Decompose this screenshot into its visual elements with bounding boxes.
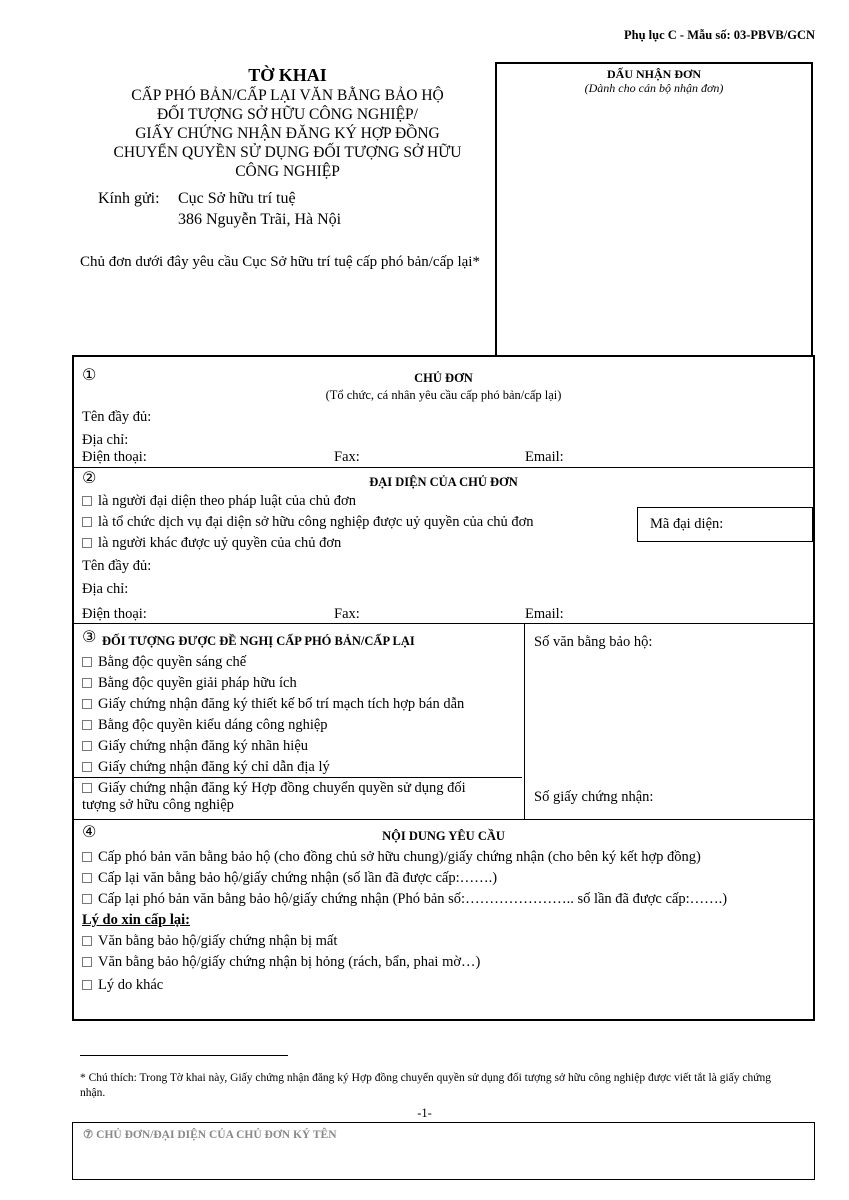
phone-field[interactable]: Điện thoại: — [82, 449, 147, 465]
footnote-rule — [80, 1055, 288, 1056]
recipient-label: Kính gửi: — [98, 190, 160, 207]
checkbox[interactable] — [82, 873, 92, 883]
full-name-field[interactable]: Tên đầy đủ: — [82, 409, 152, 425]
subtitle-line: CHUYỂN QUYỀN SỬ DỤNG ĐỐI TƯỢNG SỞ HỮU — [113, 144, 462, 161]
stamp-title: DẤU NHẬN ĐƠN — [607, 67, 701, 81]
checkbox[interactable] — [82, 852, 92, 862]
recipient — [98, 188, 341, 230]
recipient-name: Cục Sở hữu trí tuệ — [178, 190, 296, 207]
rep-option-legal[interactable]: là người đại diện theo pháp luật của chủ đơn — [82, 493, 356, 510]
checkbox[interactable] — [82, 783, 92, 793]
full-name-field[interactable]: Tên đầy đủ: — [82, 558, 152, 574]
checkbox[interactable] — [82, 538, 92, 548]
checkbox[interactable] — [82, 678, 92, 688]
checkbox[interactable] — [82, 699, 92, 709]
contract-line-2: tượng sở hữu công nghiệp — [82, 797, 234, 813]
section-number: ④ — [82, 822, 97, 841]
section-number: ② — [82, 468, 97, 487]
rep-option-other[interactable]: là người khác được uỷ quyền của chủ đơn — [82, 535, 341, 552]
object-option-license-contract[interactable]: Giấy chứng nhận đăng ký Hợp đồng chuyển quyền sử dụng đối — [82, 780, 466, 797]
object-option-industrial-design[interactable]: Bằng độc quyền kiểu dáng công nghiệp — [82, 717, 328, 734]
email-field[interactable]: Email: — [525, 449, 564, 465]
request-reissue-copy[interactable]: Cấp lại phó bản văn bằng bảo hộ/giấy chứng nhận (Phó bản số:………………….. số lần đã được cấp:…….) — [82, 891, 727, 908]
checkbox[interactable] — [82, 517, 92, 527]
object-option-layout-design[interactable]: Giấy chứng nhận đăng ký thiết kế bố trí mạch tích hợp bán dẫn — [82, 696, 464, 713]
section-title: ĐỐI TƯỢNG ĐƯỢC ĐỀ NGHỊ CẤP PHÓ BẢN/CẤP LẠI — [102, 634, 415, 648]
rep-option-ip-agent[interactable]: là tổ chức dịch vụ đại diện sở hữu công nghiệp được uỷ quyền của chủ đơn — [82, 514, 534, 531]
checkbox[interactable] — [82, 741, 92, 751]
checkbox[interactable] — [82, 657, 92, 667]
section-number: ③ — [82, 627, 97, 646]
reason-lost[interactable]: Văn bằng bảo hộ/giấy chứng nhận bị mất — [82, 933, 337, 950]
reason-other[interactable]: Lý do khác — [82, 977, 163, 994]
request-copy[interactable]: Cấp phó bản văn bằng bảo hộ (cho đồng chủ sở hữu chung)/giấy chứng nhận (cho bên ký kết hợp đồng) — [82, 849, 701, 866]
checkbox[interactable] — [82, 496, 92, 506]
stamp-note: (Dành cho cán bộ nhận đơn) — [584, 81, 724, 95]
subtitle-line: ĐỐI TƯỢNG SỞ HỮU CÔNG NGHIỆP/ — [156, 106, 418, 123]
fax-field[interactable]: Fax: — [334, 606, 360, 622]
request-reissue[interactable]: Cấp lại văn bằng bảo hộ/giấy chứng nhận (số lần đã được cấp:…….) — [82, 870, 497, 887]
checkbox[interactable] — [82, 936, 92, 946]
phone-field[interactable]: Điện thoại: — [82, 606, 147, 622]
object-option-utility[interactable]: Bằng độc quyền giải pháp hữu ích — [82, 675, 297, 692]
checkbox[interactable] — [82, 720, 92, 730]
form-code: Phụ lục C - Mẫu số: 03-PBVB/GCN — [624, 28, 815, 42]
signature-box[interactable] — [72, 1122, 815, 1180]
reason-damaged[interactable]: Văn bằng bảo hộ/giấy chứng nhận bị hỏng (rách, bẩn, phai mờ…) — [82, 954, 480, 971]
receipt-stamp-box — [495, 62, 813, 355]
email-field[interactable]: Email: — [525, 606, 564, 622]
page-title: TỜ KHAI — [248, 65, 327, 85]
reason-heading: Lý do xin cấp lại: — [82, 912, 190, 928]
section-title: ĐẠI DIỆN CỦA CHỦ ĐƠN — [369, 475, 518, 489]
page-number: -1- — [417, 1106, 432, 1120]
rep-code-field[interactable]: Mã đại diện: — [637, 507, 813, 542]
address-field[interactable]: Địa chỉ: — [82, 581, 129, 597]
subtitle-line: CÔNG NGHIỆP — [235, 163, 340, 180]
object-option-patent[interactable]: Bằng độc quyền sáng chế — [82, 654, 246, 671]
footnote: * Chú thích: Trong Tờ khai này, Giấy chứng nhận đăng ký Hợp đồng chuyển quyền sử dụng đối tượng sở hữu công nghiệp được viết tắt là giấy chứng nhận. — [80, 1072, 771, 1099]
form-header — [80, 64, 495, 181]
section-title: CHỦ ĐƠN — [414, 371, 473, 385]
checkbox[interactable] — [82, 762, 92, 772]
certificate-number-field[interactable]: Số giấy chứng nhận: — [534, 789, 654, 805]
recipient-address: 386 Nguyễn Trãi, Hà Nội — [178, 211, 342, 228]
subtitle-line: GIẤY CHỨNG NHẬN ĐĂNG KÝ HỢP ĐỒNG — [135, 125, 440, 142]
checkbox[interactable] — [82, 957, 92, 967]
section-title: NỘI DUNG YÊU CẦU — [382, 829, 505, 843]
address-field[interactable]: Địa chỉ: — [82, 432, 129, 448]
form-frame — [72, 355, 815, 1021]
patent-number-field[interactable]: Số văn bằng bảo hộ: — [534, 634, 653, 650]
subtitle-line: CẤP PHÓ BẢN/CẤP LẠI VĂN BẰNG BẢO HỘ — [131, 87, 444, 104]
checkbox[interactable] — [82, 894, 92, 904]
fax-field[interactable]: Fax: — [334, 449, 360, 465]
section-number: ① — [82, 365, 97, 384]
signature-title: ⑦ CHỦ ĐƠN/ĐẠI DIỆN CỦA CHỦ ĐƠN KÝ TÊN — [83, 1129, 337, 1141]
object-option-trademark[interactable]: Giấy chứng nhận đăng ký nhãn hiệu — [82, 738, 308, 755]
intro-text: Chủ đơn dưới đây yêu cầu Cục Sở hữu trí tuệ cấp phó bản/cấp lại* — [80, 254, 480, 270]
object-option-geo-indication[interactable]: Giấy chứng nhận đăng ký chỉ dẫn địa lý — [82, 759, 330, 776]
section-subtitle: (Tổ chức, cá nhân yêu cầu cấp phó bản/cấp lại) — [325, 388, 562, 402]
checkbox[interactable] — [82, 980, 92, 990]
